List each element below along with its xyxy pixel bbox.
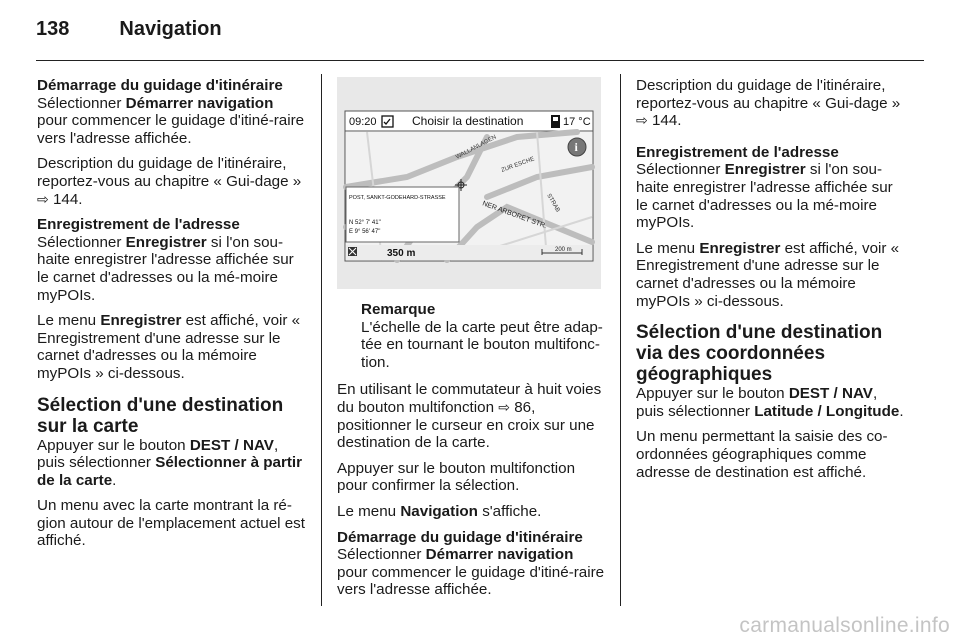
- page-number: 138: [36, 18, 70, 40]
- section-heading-map-destination: Sélection d'une destination sur la carte: [37, 394, 284, 437]
- menu-term-save: Enregistrer: [699, 239, 781, 257]
- heading-start-guidance: Démarrage du guidage d'itinéraire: [337, 528, 583, 546]
- button-term-dest-nav: DEST / NAV: [788, 385, 873, 403]
- column-3: [636, 77, 908, 481]
- page-header: [36, 18, 222, 48]
- svg-text:i: i: [574, 140, 578, 154]
- paragraph-guidance-ref: Description du guidage de l'itinéraire, reportez-vous au chapitre « Gui-dage » ⇨ 144.: [636, 77, 901, 130]
- paragraph-save-menu: Le menu Enregistrer est affiché, voir « Enregistrement d'une adresse sur le carnet d'adresses ou la mémoire myPOIs » ci-dessous.: [37, 312, 301, 382]
- page-title: Navigation: [119, 18, 222, 40]
- reference-arrow-icon: ⇨: [498, 398, 510, 415]
- menu-term-start-navigation: Démarrer navigation: [425, 546, 574, 564]
- paragraph-save-menu: Le menu Enregistrer est affiché, voir « Enregistrement d'une adresse sur le carnet d'adresses ou la mémoire myPOIs » ci-dessous.: [636, 239, 900, 310]
- menu-term-start-navigation: Démarrer navigation: [125, 94, 274, 112]
- heading-save-address: Enregistrement de l'adresse: [37, 216, 240, 234]
- navigation-screen-image: [337, 77, 601, 289]
- paragraph-press-dest-nav: Appuyer sur le bouton DEST / NAV, puis sélectionner Latitude / Longitude.: [636, 385, 904, 420]
- map-label: STRAB: [545, 193, 561, 214]
- paragraph-select-start: Sélectionner Démarrer navigation pour commencer le guidage d'itiné-raire vers l'adresse affichée.: [337, 546, 605, 599]
- phone-battery-icon: [551, 115, 560, 128]
- paragraph-select-save: Sélectionner Enregistrer si l'on sou-haite enregistrer l'adresse affichée sur le carnet d'adresses ou la mé-moire myPOIs.: [636, 161, 893, 232]
- scale-left-label: 350 m: [387, 248, 416, 259]
- map-label: WALLANLAGEN: [455, 134, 498, 161]
- heading-save-address: Enregistrement de l'adresse: [636, 143, 839, 161]
- button-term-dest-nav: DEST / NAV: [189, 436, 274, 454]
- section-heading-coordinates: Sélection d'une destination via des coordonnées géographiques: [636, 322, 883, 386]
- paragraph-confirm-selection: Appuyer sur le bouton multifonction pour confirmer la sélection.: [337, 459, 576, 495]
- paragraph-eight-way-switch: En utilisant le commutateur à huit voies du bouton multifonction ⇨ 86, positionner le curseur en croix sur une destination de la carte.: [337, 381, 602, 452]
- note-box: [337, 301, 605, 371]
- paragraph-select-save: Sélectionner Enregistrer si l'on sou-haite enregistrer l'adresse affichée sur le carnet d'adresses ou la mé-moire myPOIs.: [37, 233, 294, 304]
- note-title: Remarque: [361, 301, 436, 318]
- paragraph-coordinates-menu: Un menu permettant la saisie des co-ordonnées géographiques comme adresse de destination est affiché.: [636, 428, 888, 481]
- paragraph-press-dest-nav: Appuyer sur le bouton DEST / NAV, puis sélectionner Sélectionner à partir de la carte.: [37, 436, 303, 489]
- reference-arrow-icon: ⇨: [37, 190, 49, 207]
- popup-longitude: E 9° 56' 47": [349, 229, 381, 235]
- note-text: L'échelle de la carte peut être adap-tée en tournant le bouton multifonc-tion.: [361, 318, 603, 371]
- popup-latitude: N 52° 7' 41": [349, 220, 381, 226]
- paragraph-map-menu: Un menu avec la carte montrant la ré-gion autour de l'emplacement actuel est affiché.: [37, 497, 305, 550]
- column-divider-2: [620, 74, 621, 606]
- map-label: NER ARBORET STR.: [481, 200, 548, 231]
- screen-title: Choisir la destination: [412, 114, 524, 128]
- column-2: [337, 77, 605, 599]
- map-screen-graphic: [337, 77, 601, 289]
- screen-temperature: 17 °C: [563, 116, 591, 128]
- screen-time: 09:20: [349, 116, 377, 128]
- menu-term-save: Enregistrer: [724, 161, 806, 179]
- scale-right-label: 200 m: [555, 247, 572, 253]
- paragraph-guidance-ref: Description du guidage de l'itinéraire, reportez-vous au chapitre « Gui-dage » ⇨ 144.: [37, 155, 302, 208]
- menu-term-select-from-map: Sélectionner à partir de la carte: [37, 454, 303, 489]
- info-button-icon: [568, 138, 586, 156]
- column-divider-1: [321, 74, 322, 606]
- paragraph-select-start: Sélectionner Démarrer navigation pour commencer le guidage d'itiné-raire vers l'adresse affichée.: [37, 94, 305, 147]
- popup-street: POST, SANKT-GODEHARD-STRASSE: [349, 195, 446, 201]
- menu-term-navigation: Navigation: [400, 502, 478, 520]
- map-label: ZUR ESCHE: [500, 156, 536, 174]
- watermark: carmanualsonline.info: [739, 614, 950, 637]
- menu-term-save: Enregistrer: [100, 312, 182, 330]
- column-1: [37, 77, 309, 550]
- paragraph-navigation-menu: Le menu Navigation s'affiche.: [337, 502, 542, 520]
- reference-arrow-icon: ⇨: [636, 112, 648, 129]
- header-rule: [36, 60, 924, 61]
- menu-term-save: Enregistrer: [125, 233, 207, 251]
- menu-term-latitude-longitude: Latitude / Longitude: [754, 402, 900, 420]
- heading-start-guidance: Démarrage du guidage d'itinéraire: [37, 77, 283, 94]
